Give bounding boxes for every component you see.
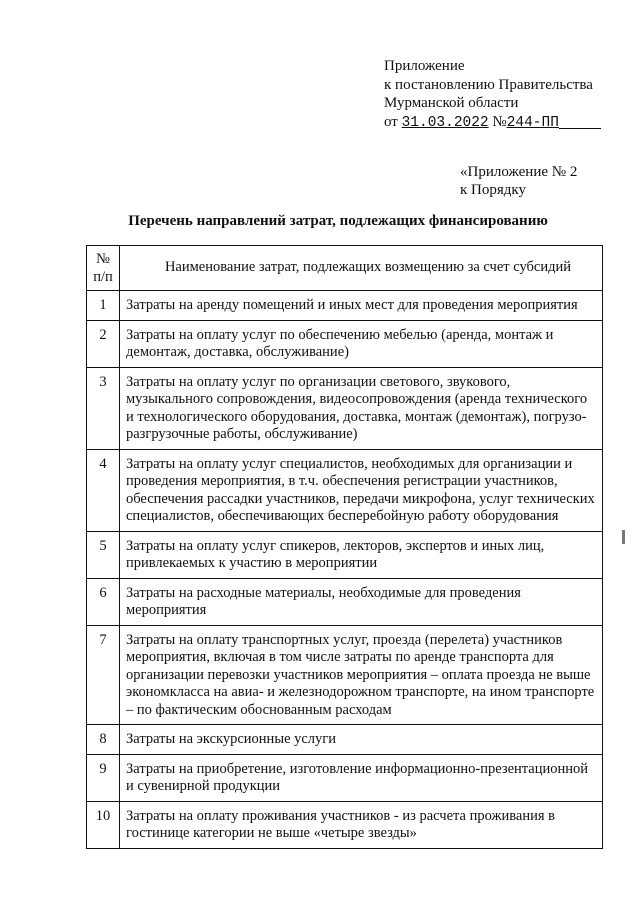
expense-rows (87, 291, 603, 849)
row-number: 6 (87, 578, 120, 625)
expense-description: Затраты на оплату проживания участников - из расчета проживания в гостинице категории не выше «четыре звезды» (120, 801, 603, 848)
resolution-number: 244-ПП (506, 114, 559, 131)
appendix-line-number: «Приложение № 2 (460, 164, 578, 180)
column-header-number-sign: № (96, 251, 110, 267)
expense-table (86, 245, 603, 849)
row-number: 5 (87, 531, 120, 578)
table-row (87, 320, 603, 367)
expense-description: Затраты на экскурсионные услуги (120, 725, 603, 755)
table-row (87, 531, 603, 578)
table-row (87, 801, 603, 848)
column-header-name: Наименование затрат, подлежащих возмещению за счет субсидий (120, 246, 603, 291)
header-line-resolution: к постановлению Правительства (384, 76, 593, 93)
scan-edge-mark (622, 530, 625, 544)
table-row (87, 754, 603, 801)
table-row (87, 725, 603, 755)
table-header-row (87, 246, 603, 291)
table-row (87, 367, 603, 449)
table-row (87, 449, 603, 531)
expense-description: Затраты на оплату услуг специалистов, необходимых для организации и проведения мероприятия, в т.ч. обеспечения регистрации участников, обеспечения рассадки участников, передачи микрофона, услуг технических специалистов, обеспечивающих бесперебойную работу оборудования (120, 449, 603, 531)
appendix-reference (460, 163, 577, 199)
header-line-appendix: Приложение (384, 58, 465, 74)
table-row (87, 291, 603, 321)
approval-header (384, 57, 601, 132)
expense-description: Затраты на оплату транспортных услуг, проезда (перелета) участников мероприятия, включая в том числе затраты по аренде транспорта для организации перевозки участников мероприятия – оплата проезда не выше экономкласса на авиа- и железнодорожном транспорте, на ином транспорте – по фактическим обоснованным расходам (120, 625, 603, 725)
row-number: 1 (87, 291, 120, 321)
row-number: 7 (87, 625, 120, 725)
column-header-pp: п/п (93, 269, 113, 285)
header-date-line (384, 113, 601, 133)
header-line-region: Мурманской области (384, 95, 519, 111)
row-number: 10 (87, 801, 120, 848)
expense-description: Затраты на приобретение, изготовление информационно-презентационной и сувенирной продукции (120, 754, 603, 801)
expense-description: Затраты на расходные материалы, необходимые для проведения мероприятия (120, 578, 603, 625)
number-underline (559, 128, 601, 129)
row-number: 4 (87, 449, 120, 531)
row-number: 8 (87, 725, 120, 755)
document-title: Перечень направлений затрат, подлежащих финансированию (128, 213, 548, 229)
row-number: 2 (87, 320, 120, 367)
expense-description: Затраты на оплату услуг по организации светового, звукового, музыкального сопровождения, видеосопровождения (аренда технического и технологического оборудования, доставка, монтаж (демонтаж), погрузо-разгрузочные работы, обслуживание) (120, 367, 603, 449)
row-number: 3 (87, 367, 120, 449)
date-prefix: от (384, 113, 398, 130)
resolution-date: 31.03.2022 (401, 114, 489, 131)
table-row (87, 625, 603, 725)
column-header-number (87, 246, 120, 291)
expense-description: Затраты на оплату услуг спикеров, лекторов, экспертов и иных лиц, привлекаемых к участию в мероприятии (120, 531, 603, 578)
expense-description: Затраты на оплату услуг по обеспечению мебелью (аренда, монтаж и демонтаж, доставка, обслуживание) (120, 320, 603, 367)
expense-description: Затраты на аренду помещений и иных мест для проведения мероприятия (120, 291, 603, 321)
number-sign: № (492, 113, 507, 130)
appendix-line-procedure: к Порядку (460, 182, 526, 198)
table-row (87, 578, 603, 625)
row-number: 9 (87, 754, 120, 801)
